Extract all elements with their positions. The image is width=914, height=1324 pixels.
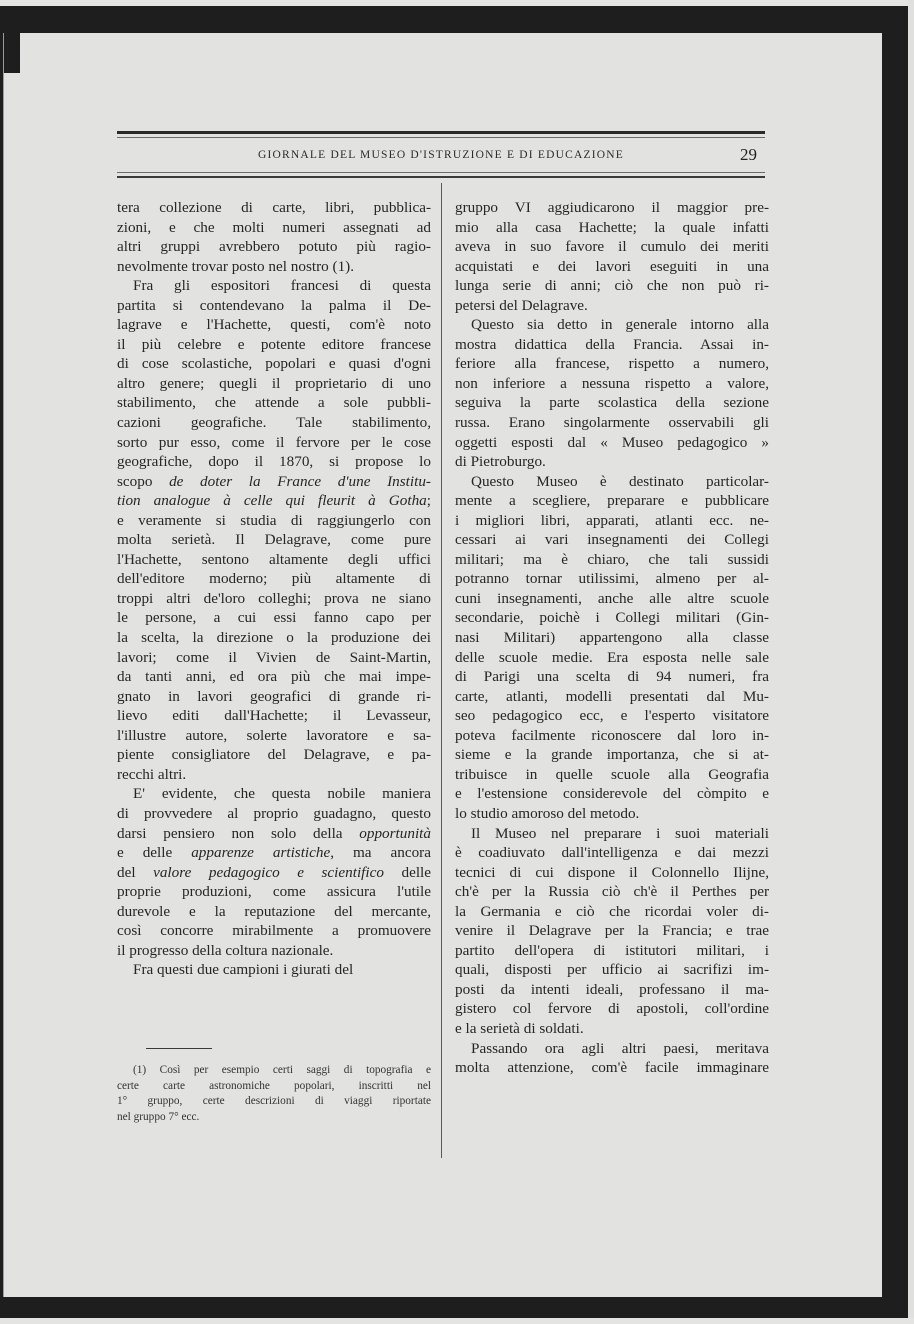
left-column: [117, 198, 431, 980]
text-line: quali, disposti per ufficio ai sacrifizi im-: [455, 961, 769, 979]
text-run: ;: [426, 492, 431, 510]
text-line: seguiva la parte scolastica della sezione: [455, 394, 769, 412]
text-line: tecnici di cui dispone il Colonnello Ilijne,: [455, 863, 769, 881]
text-line: i migliori libri, apparati, atlanti ecc. ne-: [455, 511, 769, 529]
text-line: e l'estensione considerevole del còmpito e: [455, 785, 769, 803]
text-line: il progresso della coltura nazionale.: [117, 941, 334, 959]
text-line: mente a scegliere, preparare e pubblicare: [455, 492, 769, 510]
paragraph: [117, 960, 431, 980]
scan-border-top: [0, 0, 914, 6]
text-line: sorto pur esso, come il fervore per le cose: [117, 433, 431, 451]
text-line: le persone, a cui essi fanno capo per: [117, 609, 431, 627]
text-line: tera collezione di carte, libri, pubblica-: [117, 199, 431, 216]
text-line: piente consigliatore del Delagrave, e pa-: [117, 746, 431, 764]
text-line: russa. Erano singolarmente osservabili gli: [455, 414, 769, 432]
paragraph: [455, 315, 769, 471]
paragraph: [117, 784, 431, 960]
italic-term: valore pedagogico e scientifico: [153, 863, 384, 881]
italic-quote: tion analogue à celle qui fleurit à Gotha: [117, 492, 427, 510]
text-line: [117, 824, 431, 844]
text-run: darsi pensiero non solo della: [117, 824, 360, 842]
text-line: poteva facilmente riconoscere dal loro in-: [455, 726, 769, 744]
footnote-line: (1) Così per esempio certi saggi di topografia e: [133, 1064, 431, 1076]
text-line: nasi Militari) appartengono alla classe: [455, 629, 769, 647]
text-line: è coadiuvato dall'intelligenza e dai mezzi: [455, 844, 769, 862]
text-line: e veramente si studia di raggiungerlo con: [117, 511, 431, 529]
text-line: mostra didattica della Francia. Assai in-: [455, 335, 769, 353]
text-line: partito dell'opera di istitutori militari, i: [455, 941, 769, 959]
footnote: [117, 1063, 431, 1125]
text-line: Fra questi due campioni i giurati del: [133, 961, 354, 979]
page-header: [117, 131, 765, 179]
running-head: GIORNALE DEL MUSEO D'ISTRUZIONE E DI EDUCAZIONE: [258, 149, 624, 161]
text-line: mio alla casa Hachette; la quale infatti: [455, 218, 769, 236]
text-line: la Germania e ciò che ricordai voler di-: [455, 902, 769, 920]
text-line: delle scuole medie. Era esposta nelle sale: [455, 648, 769, 666]
text-line: E' evidente, che questa nobile maniera: [133, 785, 431, 803]
text-line: Il Museo nel preparare i suoi materiali: [471, 824, 769, 842]
text-line: l'illustre autore, solerte lavoratore e sa-: [117, 726, 431, 744]
text-line: di Pietroburgo.: [455, 453, 546, 471]
text-line: petersi del Delagrave.: [455, 296, 588, 314]
footnote-rule: [146, 1048, 212, 1049]
text-line: [117, 472, 431, 492]
text-line: l'Hachette, sentono altamente degli uffici: [117, 550, 431, 568]
text-line: [117, 843, 431, 863]
text-run: delle: [383, 863, 431, 881]
scan-border-bottom: [0, 1318, 914, 1324]
text-line: feriore alla francese, rispetto a numero,: [455, 355, 769, 373]
header-rule-bottom-thin: [117, 172, 765, 173]
text-line: Fra gli espositori francesi di questa: [133, 277, 431, 295]
text-line: stabilimento, che attende a sole pubbli-: [117, 394, 431, 412]
text-line: cessari ai vari insegnamenti dei Collegi: [455, 531, 769, 549]
text-line: ch'è per la Russia ciò ch'è il Perthes per: [455, 883, 769, 901]
text-line: di Parigi una scelta di 94 numeri, fra: [455, 668, 769, 686]
text-line: zioni, e che molti numeri assegnati ad: [117, 218, 431, 236]
paragraph: [117, 198, 431, 276]
italic-term: opportunità: [359, 824, 431, 842]
text-line: cuni insegnamenti, anche alle altre scuole: [455, 589, 769, 607]
text-line: Passando ora agli altri paesi, meritava: [471, 1039, 769, 1057]
text-line: troppi altri de'loro colleghi; prova ne siano: [117, 589, 431, 607]
text-line: e la serietà di soldati.: [455, 1019, 584, 1037]
paragraph: [455, 472, 769, 824]
text-line: lunga serie di anni; ciò che non può ri-: [455, 277, 769, 295]
italic-quote: de doter la France d'une Institu-: [169, 472, 431, 490]
text-line: durevole e la reputazione del mercante,: [117, 902, 431, 920]
text-line: lagrave e l'Hachette, questi, com'è noto: [117, 316, 431, 334]
text-line: così concorre mirabilmente a promuovere: [117, 922, 431, 940]
text-line: partita si contendevano la palma il De-: [117, 296, 431, 314]
text-line: acquistati e dei lavori eseguiti in una: [455, 257, 769, 275]
italic-term: apparenze artistiche: [191, 844, 331, 862]
text-run: , ma ancora: [330, 844, 431, 862]
text-line: cazioni geografiche. Tale stabilimento,: [117, 414, 431, 432]
header-rule-bottom: [117, 176, 765, 178]
text-line: tribuisce in quelle scuole alla Geografia: [455, 765, 769, 783]
text-line: gnato in lavori geografici di grande ri-: [117, 687, 431, 705]
header-rule-top: [117, 131, 765, 134]
text-line: sieme e la grande importanza, che si at-: [455, 746, 769, 764]
page-corner-shadow: [4, 33, 20, 73]
text-line: aveva in suo favore il cumulo dei meriti: [455, 238, 769, 256]
text-line: carte, atlanti, modelli presentati dal Mu-: [455, 687, 769, 705]
text-line: altro genere; quegli il proprietario di uno: [117, 374, 431, 392]
page-number: 29: [740, 145, 757, 164]
text-line: altri gruppi avrebbero potuto più ragio-: [117, 238, 431, 256]
text-line: oggetti esposti dal « Museo pedagogico »: [455, 433, 769, 451]
paragraph: [455, 1039, 769, 1078]
text-line: non inferiore a nessuna rispetto a valore,: [455, 374, 769, 392]
text-line: lavori; come il Vivien de Saint-Martin,: [117, 648, 431, 666]
text-line: nevolmente trovar posto nel nostro (1).: [117, 257, 355, 275]
text-line: secondarie, poichè i Collegi militari (Gin-: [455, 609, 769, 627]
text-line: venire il Delagrave per la Francia; e trae: [455, 922, 769, 940]
paragraph: [455, 824, 769, 1039]
text-line: di provvedere al proprio guadagno, questo: [117, 804, 431, 822]
text-line: geografiche, dopo il 1870, si propose lo: [117, 453, 431, 471]
text-line: di cose scolastiche, popolari e quasi d'ogni: [117, 355, 431, 373]
text-line: Questo Museo è destinato particolar-: [471, 472, 769, 490]
text-line: gruppo VI aggiudicarono il maggior pre-: [455, 199, 769, 216]
text-line: posti da intenti ideali, professano il ma-: [455, 980, 769, 998]
column-divider: [441, 183, 442, 1158]
scan-border-right: [908, 0, 914, 1324]
text-line: [117, 863, 431, 883]
text-run: del: [117, 863, 154, 881]
text-line: la scelta, la direzione o la produzione dei: [117, 629, 431, 647]
text-line: recchi altri.: [117, 765, 187, 783]
footnote-line: certe carte astronomiche popolari, inscritti nel: [117, 1079, 431, 1092]
text-line: seo pedagogico ecc, e l'esperto visitatore: [455, 707, 769, 725]
text-line: gistero col fervore di apostoli, coll'ordine: [455, 1000, 769, 1018]
text-run: e delle: [117, 844, 192, 862]
paragraph: [455, 198, 769, 315]
text-line: molta serietà. Il Delagrave, come pure: [117, 531, 431, 549]
right-column: [455, 198, 769, 1078]
text-line: molta attenzione, com'è facile immaginare: [455, 1059, 769, 1077]
text-line: lo studio amoroso del metodo.: [455, 804, 640, 822]
footnote-line: 1° gruppo, certe descrizioni di viaggi riportate: [117, 1095, 431, 1107]
text-line: Questo sia detto in generale intorno alla: [471, 316, 769, 334]
footnote-line: nel gruppo 7° ecc.: [117, 1110, 200, 1123]
paragraph: [117, 276, 431, 784]
text-line: militari; ma è chiaro, che tali sussidi: [455, 550, 769, 568]
text-line: proprie produzioni, come assicura l'utile: [117, 883, 431, 901]
text-line: da tanti anni, ed ora più che mai impe-: [117, 668, 431, 686]
text-run: scopo: [117, 472, 170, 490]
text-line: dell'editore moderno; più altamente di: [117, 570, 431, 588]
text-line: il più celebre e potente editore francese: [117, 335, 431, 353]
text-line: [117, 491, 431, 511]
header-rule-top-thin: [117, 137, 765, 138]
text-line: lievo editi dall'Hachette; il Levasseur,: [117, 707, 431, 725]
text-line: potranno tornar utilissimi, almeno per al-: [455, 570, 769, 588]
